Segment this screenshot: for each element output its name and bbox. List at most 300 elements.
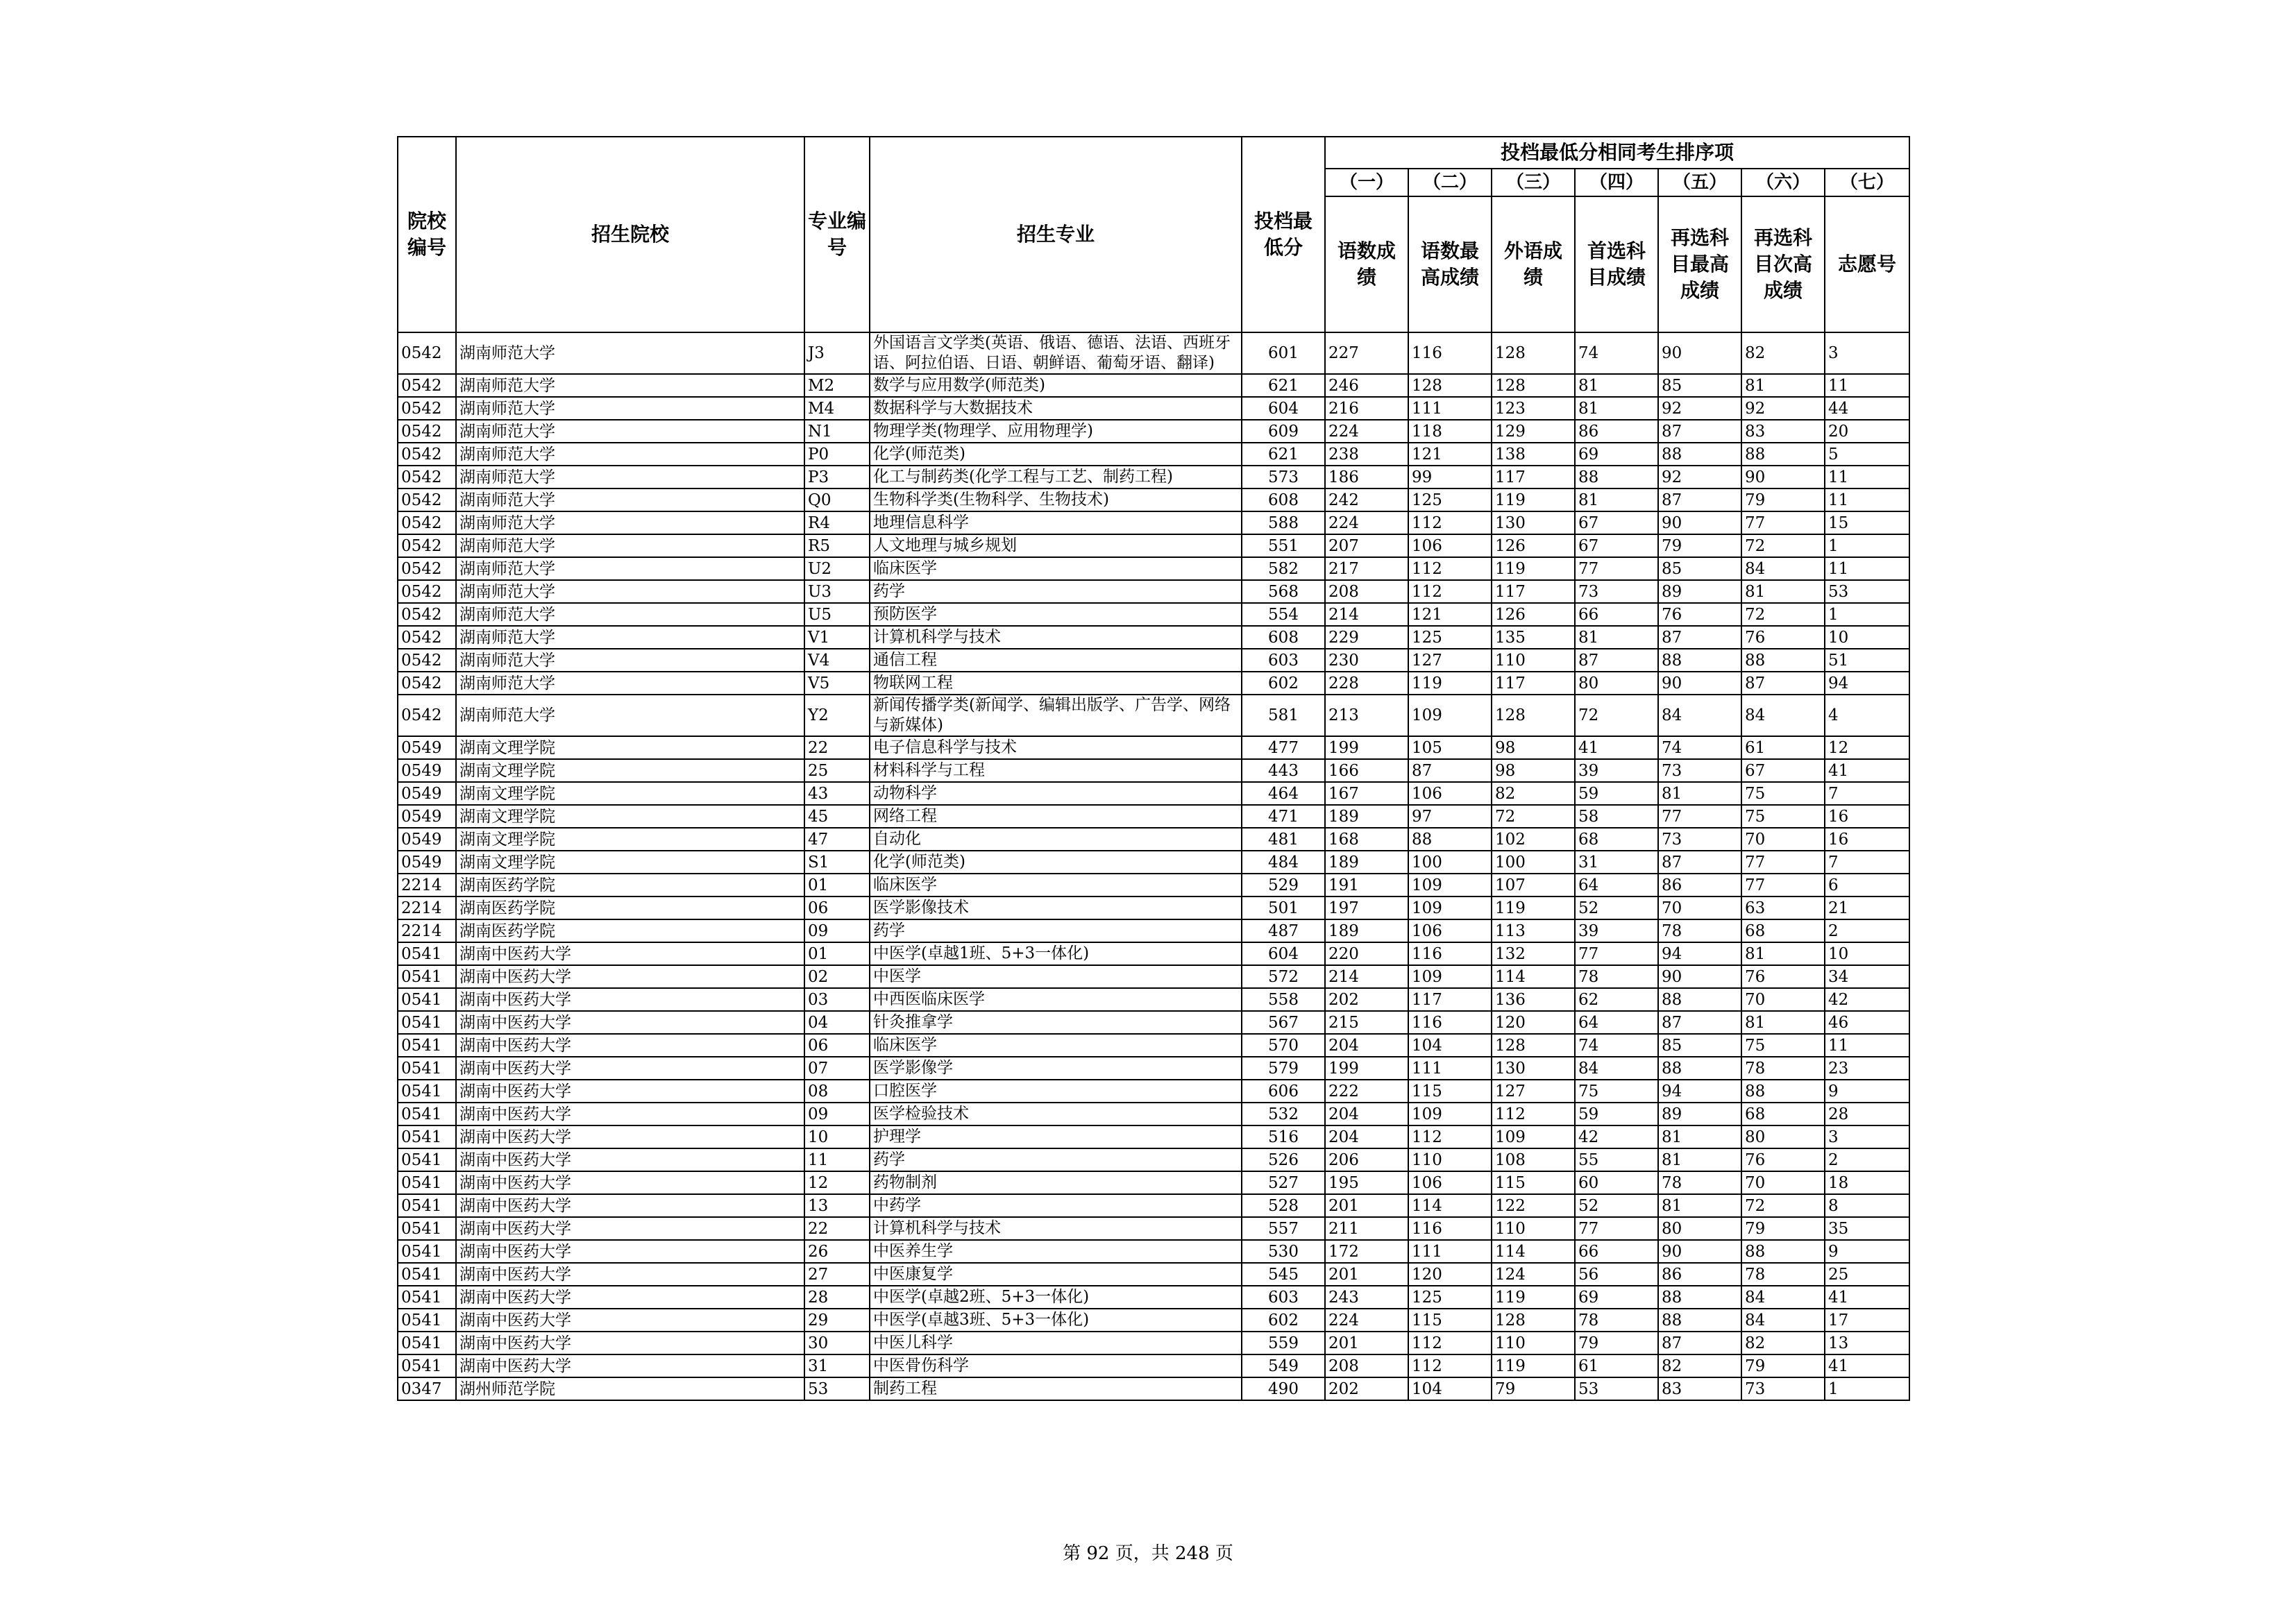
school-code-cell: 0541	[398, 1309, 456, 1332]
second-subject-max-cell: 90	[1658, 1240, 1741, 1263]
school-name-cell: 湖南师范大学	[456, 603, 804, 626]
major-name-cell: 中医学(卓越1班、5+3一体化)	[870, 942, 1242, 965]
major-name-cell: 动物科学	[870, 782, 1242, 805]
major-name-cell: 中医儿科学	[870, 1332, 1242, 1354]
foreign-lang-cell: 122	[1492, 1194, 1575, 1217]
major-code-cell: S1	[804, 851, 870, 874]
table-row	[398, 1194, 1909, 1217]
major-name-cell: 中医学(卓越3班、5+3一体化)	[870, 1309, 1242, 1332]
min-score-cell: 529	[1242, 874, 1325, 897]
school-code-cell: 0542	[398, 580, 456, 603]
foreign-lang-cell: 128	[1492, 332, 1575, 374]
chinese-math-score-cell: 229	[1325, 626, 1408, 649]
chinese-math-score-cell: 215	[1325, 1011, 1408, 1034]
major-name-cell: 中药学	[870, 1194, 1242, 1217]
choice-number-cell: 44	[1825, 397, 1909, 420]
chinese-math-max-cell: 110	[1408, 1148, 1492, 1171]
chinese-math-score-cell: 228	[1325, 672, 1408, 695]
major-name-cell: 中医养生学	[870, 1240, 1242, 1263]
second-subject-max-cell: 87	[1658, 488, 1741, 511]
foreign-lang-cell: 109	[1492, 1125, 1575, 1148]
second-subject-next-cell: 88	[1741, 649, 1825, 672]
school-code-cell: 0541	[398, 1125, 456, 1148]
chinese-math-max-cell: 105	[1408, 736, 1492, 759]
chinese-math-max-cell: 116	[1408, 332, 1492, 374]
second-subject-max-cell: 94	[1658, 942, 1741, 965]
table-row	[398, 1125, 1909, 1148]
major-code-cell: 07	[804, 1057, 870, 1080]
table-row	[398, 988, 1909, 1011]
choice-number-cell: 2	[1825, 919, 1909, 942]
chinese-math-max-cell: 112	[1408, 1354, 1492, 1377]
school-code-cell: 0542	[398, 534, 456, 557]
chinese-math-max-cell: 127	[1408, 649, 1492, 672]
foreign-lang-cell: 114	[1492, 1240, 1575, 1263]
major-code-cell: 30	[804, 1332, 870, 1354]
chinese-math-max-cell: 109	[1408, 965, 1492, 988]
school-code-cell: 0542	[398, 332, 456, 374]
first-subject-cell: 60	[1575, 1171, 1658, 1194]
foreign-lang-cell: 119	[1492, 488, 1575, 511]
second-subject-next-cell: 81	[1741, 374, 1825, 397]
second-subject-next-cell: 72	[1741, 534, 1825, 557]
foreign-lang-cell: 128	[1492, 695, 1575, 736]
second-subject-next-cell: 75	[1741, 805, 1825, 828]
school-name-cell: 湖南中医药大学	[456, 1103, 804, 1125]
school-code-cell: 0549	[398, 851, 456, 874]
header-school-code: 院校编号	[398, 137, 456, 332]
school-name-cell: 湖南文理学院	[456, 851, 804, 874]
foreign-lang-cell: 119	[1492, 557, 1575, 580]
second-subject-max-cell: 78	[1658, 1171, 1741, 1194]
chinese-math-max-cell: 114	[1408, 1194, 1492, 1217]
table-row	[398, 1377, 1909, 1400]
first-subject-cell: 77	[1575, 1217, 1658, 1240]
second-subject-max-cell: 81	[1658, 1125, 1741, 1148]
table-row	[398, 897, 1909, 919]
table-row	[398, 580, 1909, 603]
major-code-cell: 11	[804, 1148, 870, 1171]
second-subject-max-cell: 90	[1658, 511, 1741, 534]
school-code-cell: 0542	[398, 626, 456, 649]
school-code-cell: 0541	[398, 1286, 456, 1309]
header-min-score: 投档最低分	[1242, 137, 1325, 332]
school-code-cell: 0541	[398, 1103, 456, 1125]
second-subject-max-cell: 85	[1658, 557, 1741, 580]
choice-number-cell: 34	[1825, 965, 1909, 988]
choice-number-cell: 5	[1825, 443, 1909, 466]
school-code-cell: 0542	[398, 603, 456, 626]
min-score-cell: 530	[1242, 1240, 1325, 1263]
table-row	[398, 1286, 1909, 1309]
school-code-cell: 0542	[398, 672, 456, 695]
school-code-cell: 0541	[398, 965, 456, 988]
second-subject-max-cell: 94	[1658, 1080, 1741, 1103]
header-tiebreak-number: （六）	[1741, 169, 1825, 196]
major-code-cell: P3	[804, 466, 870, 488]
chinese-math-max-cell: 112	[1408, 1332, 1492, 1354]
school-name-cell: 湖南中医药大学	[456, 1332, 804, 1354]
major-code-cell: 01	[804, 942, 870, 965]
min-score-cell: 490	[1242, 1377, 1325, 1400]
school-name-cell: 湖南文理学院	[456, 805, 804, 828]
chinese-math-score-cell: 213	[1325, 695, 1408, 736]
header-tiebreak-number: （一）	[1325, 169, 1408, 196]
choice-number-cell: 41	[1825, 759, 1909, 782]
chinese-math-score-cell: 206	[1325, 1148, 1408, 1171]
choice-number-cell: 7	[1825, 782, 1909, 805]
second-subject-next-cell: 84	[1741, 1286, 1825, 1309]
min-score-cell: 572	[1242, 965, 1325, 988]
second-subject-max-cell: 88	[1658, 1057, 1741, 1080]
choice-number-cell: 41	[1825, 1286, 1909, 1309]
major-code-cell: R4	[804, 511, 870, 534]
chinese-math-score-cell: 201	[1325, 1332, 1408, 1354]
chinese-math-max-cell: 109	[1408, 874, 1492, 897]
header-major-code: 专业编号	[804, 137, 870, 332]
foreign-lang-cell: 102	[1492, 828, 1575, 851]
major-code-cell: 27	[804, 1263, 870, 1286]
major-code-cell: M4	[804, 397, 870, 420]
major-code-cell: 53	[804, 1377, 870, 1400]
school-name-cell: 湖南师范大学	[456, 443, 804, 466]
first-subject-cell: 87	[1575, 649, 1658, 672]
second-subject-max-cell: 88	[1658, 443, 1741, 466]
second-subject-next-cell: 90	[1741, 466, 1825, 488]
second-subject-max-cell: 88	[1658, 649, 1741, 672]
school-name-cell: 湖南中医药大学	[456, 1286, 804, 1309]
second-subject-next-cell: 81	[1741, 1011, 1825, 1034]
school-name-cell: 湖南医药学院	[456, 874, 804, 897]
school-name-cell: 湖南文理学院	[456, 828, 804, 851]
chinese-math-max-cell: 117	[1408, 988, 1492, 1011]
min-score-cell: 570	[1242, 1034, 1325, 1057]
chinese-math-score-cell: 189	[1325, 919, 1408, 942]
first-subject-cell: 66	[1575, 1240, 1658, 1263]
chinese-math-score-cell: 208	[1325, 580, 1408, 603]
second-subject-next-cell: 80	[1741, 1125, 1825, 1148]
second-subject-next-cell: 70	[1741, 1171, 1825, 1194]
second-subject-max-cell: 90	[1658, 965, 1741, 988]
school-code-cell: 2214	[398, 874, 456, 897]
min-score-cell: 581	[1242, 695, 1325, 736]
school-name-cell: 湖州师范学院	[456, 1377, 804, 1400]
school-code-cell: 0541	[398, 1034, 456, 1057]
choice-number-cell: 11	[1825, 1034, 1909, 1057]
min-score-cell: 527	[1242, 1171, 1325, 1194]
school-code-cell: 0541	[398, 1217, 456, 1240]
major-code-cell: 22	[804, 736, 870, 759]
chinese-math-max-cell: 111	[1408, 1057, 1492, 1080]
major-code-cell: 02	[804, 965, 870, 988]
second-subject-next-cell: 83	[1741, 420, 1825, 443]
chinese-math-max-cell: 111	[1408, 1240, 1492, 1263]
first-subject-cell: 64	[1575, 874, 1658, 897]
second-subject-next-cell: 68	[1741, 919, 1825, 942]
school-code-cell: 0541	[398, 1057, 456, 1080]
second-subject-max-cell: 87	[1658, 1011, 1741, 1034]
min-score-cell: 501	[1242, 897, 1325, 919]
school-name-cell: 湖南中医药大学	[456, 1125, 804, 1148]
table-row	[398, 466, 1909, 488]
foreign-lang-cell: 72	[1492, 805, 1575, 828]
school-code-cell: 0549	[398, 805, 456, 828]
school-name-cell: 湖南文理学院	[456, 782, 804, 805]
min-score-cell: 588	[1242, 511, 1325, 534]
table-header	[398, 137, 1909, 332]
first-subject-cell: 69	[1575, 1286, 1658, 1309]
second-subject-max-cell: 87	[1658, 420, 1741, 443]
foreign-lang-cell: 126	[1492, 534, 1575, 557]
choice-number-cell: 13	[1825, 1332, 1909, 1354]
major-name-cell: 医学影像技术	[870, 897, 1242, 919]
major-code-cell: 09	[804, 919, 870, 942]
school-name-cell: 湖南中医药大学	[456, 1034, 804, 1057]
school-code-cell: 0541	[398, 1240, 456, 1263]
school-name-cell: 湖南师范大学	[456, 534, 804, 557]
second-subject-max-cell: 89	[1658, 580, 1741, 603]
major-name-cell: 中医骨伤科学	[870, 1354, 1242, 1377]
admission-score-table	[397, 136, 1910, 1401]
major-name-cell: 医学影像学	[870, 1057, 1242, 1080]
chinese-math-max-cell: 118	[1408, 420, 1492, 443]
foreign-lang-cell: 107	[1492, 874, 1575, 897]
major-name-cell: 网络工程	[870, 805, 1242, 828]
chinese-math-score-cell: 242	[1325, 488, 1408, 511]
chinese-math-max-cell: 88	[1408, 828, 1492, 851]
school-code-cell: 0542	[398, 488, 456, 511]
major-code-cell: 06	[804, 1034, 870, 1057]
second-subject-next-cell: 70	[1741, 988, 1825, 1011]
major-name-cell: 计算机科学与技术	[870, 1217, 1242, 1240]
foreign-lang-cell: 115	[1492, 1171, 1575, 1194]
school-name-cell: 湖南师范大学	[456, 580, 804, 603]
min-score-cell: 582	[1242, 557, 1325, 580]
choice-number-cell: 6	[1825, 874, 1909, 897]
min-score-cell: 604	[1242, 397, 1325, 420]
chinese-math-score-cell: 243	[1325, 1286, 1408, 1309]
chinese-math-max-cell: 100	[1408, 851, 1492, 874]
second-subject-next-cell: 77	[1741, 511, 1825, 534]
school-name-cell: 湖南师范大学	[456, 397, 804, 420]
first-subject-cell: 69	[1575, 443, 1658, 466]
header-tiebreak-number: （七）	[1825, 169, 1909, 196]
chinese-math-score-cell: 201	[1325, 1194, 1408, 1217]
foreign-lang-cell: 130	[1492, 1057, 1575, 1080]
choice-number-cell: 4	[1825, 695, 1909, 736]
table-row	[398, 1057, 1909, 1080]
foreign-lang-cell: 112	[1492, 1103, 1575, 1125]
foreign-lang-cell: 108	[1492, 1148, 1575, 1171]
table-row	[398, 736, 1909, 759]
school-code-cell: 0347	[398, 1377, 456, 1400]
chinese-math-score-cell: 207	[1325, 534, 1408, 557]
second-subject-max-cell: 81	[1658, 782, 1741, 805]
major-name-cell: 通信工程	[870, 649, 1242, 672]
foreign-lang-cell: 136	[1492, 988, 1575, 1011]
table-row	[398, 443, 1909, 466]
second-subject-max-cell: 86	[1658, 874, 1741, 897]
foreign-lang-cell: 110	[1492, 1332, 1575, 1354]
second-subject-next-cell: 76	[1741, 965, 1825, 988]
chinese-math-max-cell: 115	[1408, 1080, 1492, 1103]
table-row	[398, 420, 1909, 443]
second-subject-next-cell: 84	[1741, 1309, 1825, 1332]
foreign-lang-cell: 132	[1492, 942, 1575, 965]
school-code-cell: 0541	[398, 1171, 456, 1194]
major-name-cell: 电子信息科学与技术	[870, 736, 1242, 759]
chinese-math-score-cell: 211	[1325, 1217, 1408, 1240]
chinese-math-max-cell: 112	[1408, 1125, 1492, 1148]
table-row	[398, 965, 1909, 988]
min-score-cell: 602	[1242, 1309, 1325, 1332]
table-row	[398, 511, 1909, 534]
chinese-math-max-cell: 125	[1408, 488, 1492, 511]
min-score-cell: 477	[1242, 736, 1325, 759]
second-subject-max-cell: 90	[1658, 672, 1741, 695]
table-row	[398, 397, 1909, 420]
choice-number-cell: 3	[1825, 1125, 1909, 1148]
school-name-cell: 湖南师范大学	[456, 649, 804, 672]
chinese-math-score-cell: 168	[1325, 828, 1408, 851]
major-name-cell: 护理学	[870, 1125, 1242, 1148]
min-score-cell: 603	[1242, 649, 1325, 672]
major-name-cell: 预防医学	[870, 603, 1242, 626]
second-subject-max-cell: 88	[1658, 1309, 1741, 1332]
foreign-lang-cell: 120	[1492, 1011, 1575, 1034]
choice-number-cell: 8	[1825, 1194, 1909, 1217]
choice-number-cell: 16	[1825, 828, 1909, 851]
major-code-cell: 08	[804, 1080, 870, 1103]
foreign-lang-cell: 117	[1492, 672, 1575, 695]
first-subject-cell: 66	[1575, 603, 1658, 626]
first-subject-cell: 78	[1575, 1309, 1658, 1332]
table-row	[398, 1217, 1909, 1240]
table-row	[398, 942, 1909, 965]
chinese-math-score-cell: 186	[1325, 466, 1408, 488]
chinese-math-max-cell: 106	[1408, 534, 1492, 557]
major-code-cell: 47	[804, 828, 870, 851]
major-name-cell: 自动化	[870, 828, 1242, 851]
first-subject-cell: 81	[1575, 374, 1658, 397]
second-subject-max-cell: 89	[1658, 1103, 1741, 1125]
foreign-lang-cell: 127	[1492, 1080, 1575, 1103]
second-subject-max-cell: 88	[1658, 988, 1741, 1011]
major-code-cell: 09	[804, 1103, 870, 1125]
chinese-math-max-cell: 121	[1408, 443, 1492, 466]
choice-number-cell: 25	[1825, 1263, 1909, 1286]
second-subject-max-cell: 82	[1658, 1354, 1741, 1377]
second-subject-next-cell: 68	[1741, 1103, 1825, 1125]
major-code-cell: U3	[804, 580, 870, 603]
min-score-cell: 609	[1242, 420, 1325, 443]
min-score-cell: 526	[1242, 1148, 1325, 1171]
school-code-cell: 0541	[398, 1011, 456, 1034]
header-major-name: 招生专业	[870, 137, 1242, 332]
major-name-cell: 数学与应用数学(师范类)	[870, 374, 1242, 397]
header-tiebreak-group: 投档最低分相同考生排序项	[1325, 137, 1909, 169]
min-score-cell: 554	[1242, 603, 1325, 626]
foreign-lang-cell: 119	[1492, 1286, 1575, 1309]
major-code-cell: V1	[804, 626, 870, 649]
school-name-cell: 湖南师范大学	[456, 672, 804, 695]
table-row	[398, 1080, 1909, 1103]
first-subject-cell: 42	[1575, 1125, 1658, 1148]
major-code-cell: 45	[804, 805, 870, 828]
second-subject-next-cell: 75	[1741, 782, 1825, 805]
foreign-lang-cell: 119	[1492, 897, 1575, 919]
first-subject-cell: 73	[1575, 580, 1658, 603]
choice-number-cell: 1	[1825, 603, 1909, 626]
foreign-lang-cell: 117	[1492, 580, 1575, 603]
major-code-cell: 03	[804, 988, 870, 1011]
min-score-cell: 545	[1242, 1263, 1325, 1286]
second-subject-next-cell: 92	[1741, 397, 1825, 420]
first-subject-cell: 59	[1575, 782, 1658, 805]
chinese-math-score-cell: 202	[1325, 988, 1408, 1011]
major-code-cell: 12	[804, 1171, 870, 1194]
choice-number-cell: 9	[1825, 1080, 1909, 1103]
choice-number-cell: 41	[1825, 1354, 1909, 1377]
chinese-math-max-cell: 104	[1408, 1034, 1492, 1057]
second-subject-next-cell: 76	[1741, 1148, 1825, 1171]
major-code-cell: M2	[804, 374, 870, 397]
foreign-lang-cell: 128	[1492, 374, 1575, 397]
major-code-cell: 01	[804, 874, 870, 897]
major-name-cell: 医学检验技术	[870, 1103, 1242, 1125]
major-name-cell: 外国语言文学类(英语、俄语、德语、法语、西班牙语、阿拉伯语、日语、朝鲜语、葡萄牙语、翻译)	[870, 332, 1242, 374]
table-row	[398, 919, 1909, 942]
choice-number-cell: 10	[1825, 626, 1909, 649]
table-row	[398, 805, 1909, 828]
school-name-cell: 湖南文理学院	[456, 736, 804, 759]
min-score-cell: 551	[1242, 534, 1325, 557]
school-name-cell: 湖南师范大学	[456, 420, 804, 443]
school-name-cell: 湖南中医药大学	[456, 1309, 804, 1332]
foreign-lang-cell: 124	[1492, 1263, 1575, 1286]
min-score-cell: 549	[1242, 1354, 1325, 1377]
first-subject-cell: 81	[1575, 488, 1658, 511]
school-name-cell: 湖南中医药大学	[456, 1011, 804, 1034]
chinese-math-score-cell: 201	[1325, 1263, 1408, 1286]
school-code-cell: 0542	[398, 397, 456, 420]
first-subject-cell: 75	[1575, 1080, 1658, 1103]
second-subject-max-cell: 88	[1658, 1286, 1741, 1309]
school-code-cell: 0542	[398, 695, 456, 736]
first-subject-cell: 68	[1575, 828, 1658, 851]
chinese-math-score-cell: 202	[1325, 1377, 1408, 1400]
school-name-cell: 湖南文理学院	[456, 759, 804, 782]
chinese-math-score-cell: 222	[1325, 1080, 1408, 1103]
choice-number-cell: 21	[1825, 897, 1909, 919]
first-subject-cell: 58	[1575, 805, 1658, 828]
chinese-math-score-cell: 204	[1325, 1125, 1408, 1148]
first-subject-cell: 55	[1575, 1148, 1658, 1171]
school-name-cell: 湖南中医药大学	[456, 1217, 804, 1240]
school-name-cell: 湖南中医药大学	[456, 1194, 804, 1217]
header-school-name: 招生院校	[456, 137, 804, 332]
school-name-cell: 湖南中医药大学	[456, 1148, 804, 1171]
min-score-cell: 484	[1242, 851, 1325, 874]
major-code-cell: J3	[804, 332, 870, 374]
second-subject-next-cell: 88	[1741, 443, 1825, 466]
min-score-cell: 573	[1242, 466, 1325, 488]
choice-number-cell: 15	[1825, 511, 1909, 534]
header-tiebreak-label: 语数最高成绩	[1408, 196, 1492, 332]
first-subject-cell: 61	[1575, 1354, 1658, 1377]
second-subject-max-cell: 87	[1658, 626, 1741, 649]
school-name-cell: 湖南中医药大学	[456, 1080, 804, 1103]
